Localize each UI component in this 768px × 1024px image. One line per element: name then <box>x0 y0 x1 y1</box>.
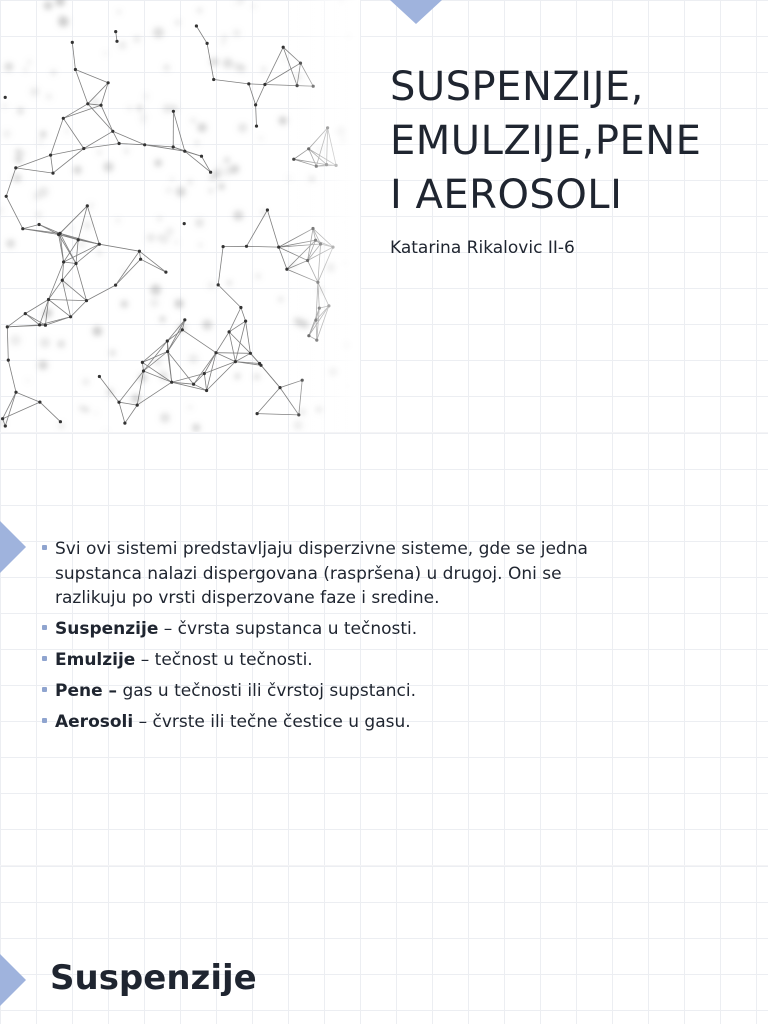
overview-slide <box>0 433 768 865</box>
bullet-term: Suspenzije <box>55 619 159 639</box>
presentation-subtitle: Katarina Rikalovic II-6 <box>390 238 575 258</box>
bullet-icon <box>42 625 47 630</box>
triangle-accent-icon <box>0 954 26 1006</box>
bullet-icon <box>42 687 47 692</box>
bullet-term: Aerosoli <box>55 712 134 732</box>
bullet-icon <box>42 545 47 550</box>
bullet-icon <box>42 656 47 661</box>
bullet-item <box>42 648 602 673</box>
bullet-term: Pene – <box>55 681 118 701</box>
title-line-3: I AEROSOLI <box>390 172 623 218</box>
bullet-term: Emulzije <box>55 650 136 670</box>
presentation-title <box>390 60 760 222</box>
bullet-list <box>42 537 602 741</box>
molecular-network-icon <box>0 0 360 432</box>
bullet-item <box>42 617 602 642</box>
title-line-1: SUSPENZIJE, <box>390 64 644 110</box>
bullet-item <box>42 710 602 735</box>
bullet-icon <box>42 718 47 723</box>
suspenzije-slide <box>0 866 768 1024</box>
title-line-2: EMULZIJE,PENE <box>390 118 702 164</box>
triangle-accent-icon <box>390 0 442 24</box>
bullet-item <box>42 679 602 704</box>
title-slide <box>0 0 768 432</box>
triangle-accent-icon <box>0 521 26 573</box>
bullet-item <box>42 537 602 611</box>
bullet-text: – čvrsta supstanca u tečnosti. <box>158 619 418 639</box>
bullet-text: – čvrste ili tečne čestice u gasu. <box>133 712 411 732</box>
bullet-text: – tečnost u tečnosti. <box>135 650 313 670</box>
bullet-text: gas u tečnosti ili čvrstoj supstanci. <box>117 681 417 701</box>
slide-title: Suspenzije <box>50 958 257 998</box>
bullet-text: Svi ovi sistemi predstavljaju disperzivne sisteme, gde se jedna supstanca nalazi dispergovana (raspršena) u drugoj. Oni se razlikuju po vrsti disperzovane faze i sredine. <box>55 539 588 608</box>
